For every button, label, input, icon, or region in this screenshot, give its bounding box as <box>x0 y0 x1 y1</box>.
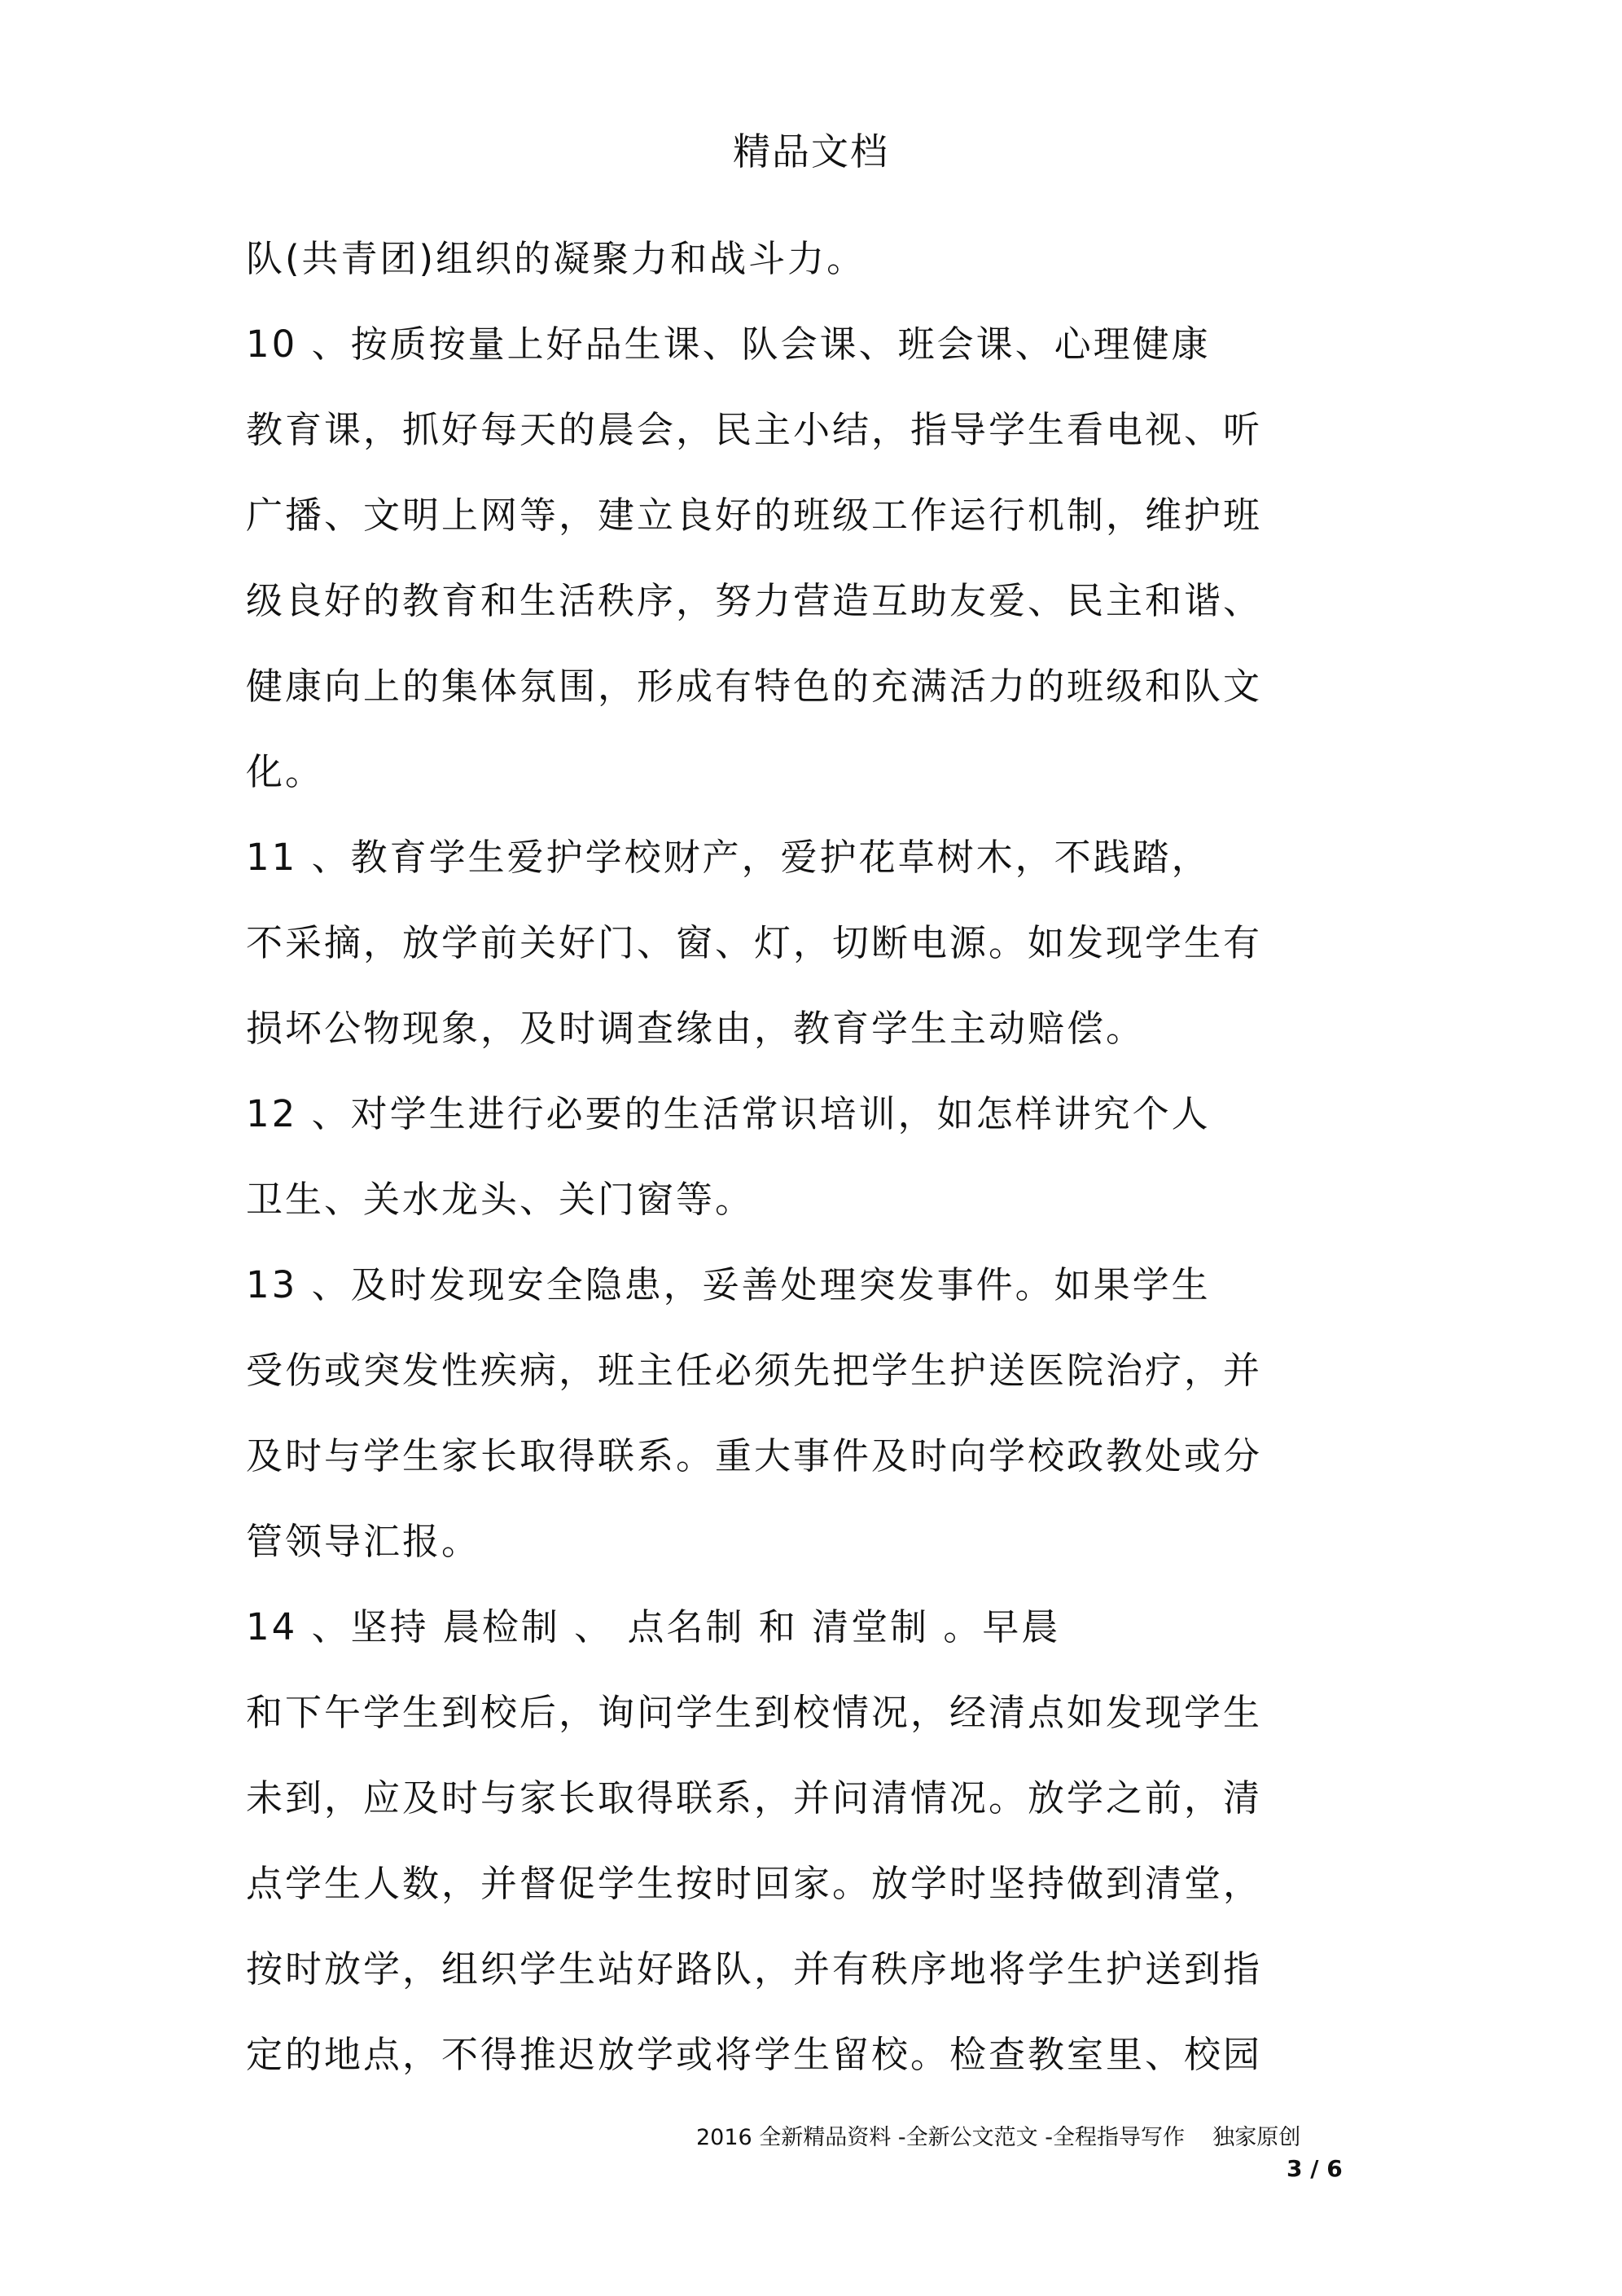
text-line: 定的地点，不得推迟放学或将学生留校。检查教室里、校园 <box>246 2033 1263 2076</box>
page-header-title: 精品文档 <box>733 130 889 173</box>
text-line: 13 、及时发现安全隐患，妥善处理突发事件。如果学生 <box>246 1263 1211 1306</box>
text-line: 化。 <box>246 750 325 793</box>
text-line: 14 、坚持 晨检制 、 点名制 和 清堂制 。早晨 <box>246 1605 1061 1648</box>
text-line: 卫生、关水龙头、关门窗等。 <box>246 1178 755 1221</box>
text-line: 及时与学生家长取得联系。重大事件及时向学校政教处或分 <box>246 1434 1263 1477</box>
text-line: 点学生人数，并督促学生按时回家。放学时坚持做到清堂， <box>246 1862 1263 1905</box>
text-line: 健康向上的集体氛围，形成有特色的充满活力的班级和队文 <box>246 665 1263 708</box>
page-number: 3 / 6 <box>1287 2155 1343 2182</box>
text-line: 队(共青团)组织的凝聚力和战斗力。 <box>246 237 866 280</box>
text-line: 级良好的教育和生活秩序，努力营造互助友爱、民主和谐、 <box>246 579 1263 622</box>
text-line: 11 、教育学生爱护学校财产，爱护花草树木，不践踏， <box>246 836 1211 879</box>
text-line: 受伤或突发性疾病，班主任必须先把学生护送医院治疗，并 <box>246 1349 1263 1392</box>
text-line: 教育课，抓好每天的晨会，民主小结，指导学生看电视、听 <box>246 408 1263 451</box>
text-line: 和下午学生到校后，询问学生到校情况，经清点如发现学生 <box>246 1691 1263 1734</box>
page-footer-text: 2016 全新精品资料 -全新公文范文 -全程指导写作 独家原创 <box>696 2125 1301 2150</box>
text-line: 10 、按质按量上好品生课、队会课、班会课、心理健康 <box>246 323 1211 366</box>
text-line: 管领导汇报。 <box>246 1520 481 1563</box>
text-line: 损坏公物现象，及时调查缘由，教育学生主动赔偿。 <box>246 1007 1146 1050</box>
text-line: 未到，应及时与家长取得联系，并问清情况。放学之前，清 <box>246 1776 1263 1820</box>
text-line: 广播、文明上网等，建立良好的班级工作运行机制，维护班 <box>246 494 1263 537</box>
text-line: 不采摘，放学前关好门、窗、灯，切断电源。如发现学生有 <box>246 921 1263 964</box>
document-body <box>246 216 1386 2097</box>
text-line: 按时放学，组织学生站好路队，并有秩序地将学生护送到指 <box>246 1947 1263 1991</box>
text-line: 12 、对学生进行必要的生活常识培训，如怎样讲究个人 <box>246 1092 1211 1135</box>
